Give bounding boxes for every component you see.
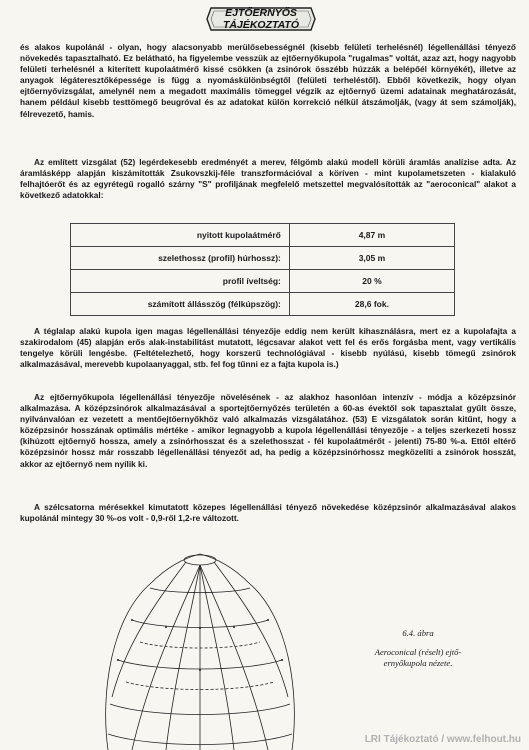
figure-caption-line2: ernyőkupola nézete.	[383, 658, 453, 668]
table-row	[71, 224, 455, 247]
paragraph-3: A téglalap alakú kupola igen magas légellenállási tényezője eddig nem került kihasználásra, mert ez a kupolafajta a szakirodalom (45) alapján erős alak-instabilitást mutatott, légcsavar alakot vett fel és erős forgásba ment, vagy vertikális tengelye körüli lengésbe. (Feltételezhető, hogy korszerű technológiával - kisebb nyúlású, kisebb tömegű zsinórok alkalmazásával, merevebb kupolaanyaggal, stb. fel fog tűnni ez a fajta kupola is.)	[20, 326, 516, 370]
header-banner	[205, 2, 317, 36]
table-value: 4,87 m	[289, 224, 454, 247]
table-label: számított állásszög (félkúpszög):	[71, 293, 290, 316]
table-row	[71, 270, 455, 293]
table-label: nyitott kupolaátmérő	[71, 224, 290, 247]
paragraph-4: Az ejtőernyőkupola légellenállási tényezője növelésének - az alakhoz hasonlóan intenzív - módja a középzsinór alkalmazása. A középzsinórok alkalmazásával a sportejtőernyőzés területén a 60-as évektől sok tapasztalat gyűlt össze, nyilvánvalóan ez vezetett a mentőejtőernyőkhöz való alkalmazás vizsgálatához. (53) E vizsgálatok során kitűnt, hogy a középzsinór hosszának optimális mértéke - amikor legnagyobb a kupola légellenállási tényezője - a teljes szerkezeti hossz (kihúzott ejtőernyő hossza, amely a zsinórhosszat és a szelethosszat - fél kupolaátmérőt - jelenti) 75-80 %-a. Ettől eltérő középzsinór hossz már rosszabb légellenállási tényezőt ad, ha pedig a középzsinórhossz megközelíti a zsinórok hosszát, akkor az ejtőernyő nem nyílik ki.	[20, 392, 516, 469]
footer-watermark: LRI Tájékoztató / www.felhout.hu	[364, 734, 521, 745]
paragraph-1: és alakos kupolánál - olyan, hogy alacsonyabb merülősebességnél (kisebb felületi terhelésnél) légellenállási tényező növekedés tapasztalható. Ez belátható, ha figyelembe vesszük az ejtőernyőkupola "rugalmas" voltát, azaz azt, hogy nagyobb felületi terhelésnél a kiterített kupolaátmérő kissé csökken (a zsinórok összébb húzzák a belépőél környékét), illetve az anyagok légáteresztőképessége is függ a nyomáskülönbségtől (felületi terheléstől). Ebből következik, hogy olyan ejtőernyővizsgálat, amelynél nem a megadott maximális tömeggel végzik az ejtőernyő üzemi adatainak meghatározását, hanem például kisebb testtömegő beugróval és az adatokat külön korrekció nélkül átszámolják, (vagy át sem számolják), félrevezető, hamis.	[20, 42, 516, 119]
table-value: 28,6 fok.	[289, 293, 454, 316]
figure-number: 6.4. ábra	[402, 628, 434, 638]
table-value: 3,05 m	[289, 247, 454, 270]
paragraph-5: A szélcsatorna mérésekkel kimutatott közepes légellenállási tényező növekedése középzsinór alkalmazásával alakos kupolánál mintegy 30 %-os volt - 0,9-ről 1,2-re változott.	[20, 502, 516, 524]
table-row	[71, 293, 455, 316]
spec-table	[70, 223, 455, 316]
table-row	[71, 247, 455, 270]
header-title-line2: TÁJÉKOZTATÓ	[222, 19, 300, 31]
table-value: 20 %	[289, 270, 454, 293]
figure-caption-line1: Aeroconical (réselt) ejtő-	[374, 647, 462, 657]
header-title-line1: EJTŐERNYŐS	[225, 7, 297, 19]
table-label: profil íveltség:	[71, 270, 290, 293]
table-label: szelethossz (profil) húrhossz):	[71, 247, 290, 270]
paragraph-2: Az említett vizsgálat (52) legérdekesebb eredményét a merev, félgömb alakú modell körüli áramlás analízise adta. Az áramlásképp alapján kiszámították Zsukovszkij-féle transzformációval a köríven - mint kupolametszeten - kialakuló felhajtóerőt és az egyrétegű rogalló szárny "S" profiljának megfelelő metszettel megvalósították az "aeroconical" alakot a következő adatokkal:	[20, 157, 516, 201]
